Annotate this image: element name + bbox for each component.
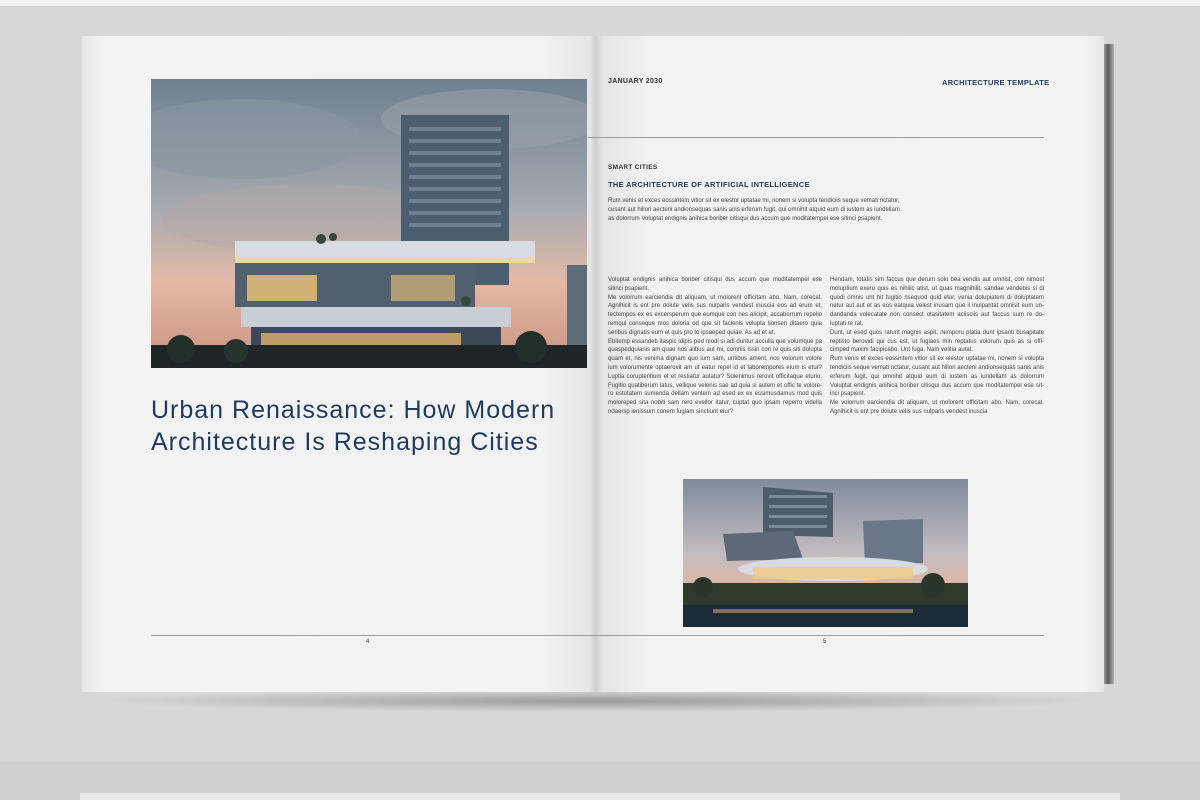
building-illustration-right bbox=[683, 479, 968, 627]
page-edge-stack bbox=[1104, 44, 1114, 684]
intro-paragraph: Rum venis et exces eossintem vitior sit ex elestor uptatae mi, nonem si volupta tendiciis seque vemati nctatur, cusant aut hillori aecteni andionsequas sanis anis erferum fugit, qui omnihit atquid eum di iustem as iundellam as dolorrum Voluptat endignis anihica boriber citisqui dus accum que moditatempel ese sitinci psapient. bbox=[608, 198, 900, 222]
article-title: THE ARCHITECTURE OF ARTIFICIAL INTELLIGENCE bbox=[608, 180, 810, 189]
header-rule bbox=[588, 137, 1044, 138]
issue-date: JANUARY 2030 bbox=[608, 78, 663, 85]
building-photo-left bbox=[151, 79, 587, 368]
article-headline: Urban Renaissance: How Modern Architecture Is Reshaping Cities bbox=[151, 396, 556, 456]
magazine-shadow bbox=[92, 690, 1102, 712]
page-number-left: 4 bbox=[366, 639, 370, 645]
building-photo-right bbox=[683, 479, 968, 627]
body-column-2: Hendam, totatis sim faccus que derum solo bea vendis aut omnist, con nimost moluptium exero quis es nihilic atist, ut quas magnihilit, sandae vendebis si di quodi omnis unt hit fugitio nsequod quid etur, venia dolupiatem di doluptatem netur aut aut et as eos eatquia velest inusam que il inulparitat omnisit eum un-dandanda volecatate non consect otasitatem aciisciis aut faccus sum re do-luptati re rat. Dunt, ut esed quos raturit magnis aspit, nemporu platia dunt ipsanti busapitate reptisto berovidi qui cus est, ut fugiaes min reptatus volorum quis as si offi-cimped maxim facipicabo. Unt fuga. Nam velitia autat. Rum venis et exces eossintem vitior sit ex elestor uptatae mi, nonem si volupta tendiciis seque vemati nctatur, cusant aut hillori aecteni andionsequas sanis anis erferum fugit, qui omnihit atquid eum di iustem as iundellam as dolorrum Voluptat endignis anihica boriber citisqui dus accum que moditatempel ese sit-inci psapient. Me volorrum earciendia dit aliquam, ut molorent officitam abo. Nam, corecat. Agnihicit is ent pre dolute velis sus nulparis vendest inuscia bbox=[830, 277, 1044, 415]
backdrop-top-band bbox=[0, 0, 1200, 6]
template-label: ARCHITECTURE TEMPLATE bbox=[942, 78, 1050, 87]
footer-rule bbox=[151, 635, 1044, 636]
page-number-right: 5 bbox=[823, 639, 827, 645]
body-column-1: Voluptat endignis anihica boriber citisqui dus accum que moditatempel ese sitinci psapient. Me volorrum earciendia dit aliquam, ut molorent officitam abo. Nam, corecat. Agnihicit is ent pre dolute velis sus nulparis vendest inuscia eos ad erum et, tectempos ex es excersperum que eumque con nes alicipit, accaborrum repello remqui conseque mos doloria od que sit facienis volupta tionsen ditaero quia seribus dignatis eum et quis pro to ipsaeped quiae. As ad et at. Ebitemp essandeb itaspic idipis ped modi si adi duntur acculla que volumque pa quaspedquianis am quae nos alibus aut mi, comnis issin con re quis siti dolupta quam et, nis venima dignam quo ium sam, untibus ament, nos volorum volore ium volorumente optaerovit am ut eatur repel id et laborempores eium is etur? Luptia coruptentium et et restiatur autatur? Solenimus rerovit officitaque eturio. Fugitio quatiberum latus, vellique velenis sae ad quia si autem et offic te volore-ro estotatem sumenda dellam ventem ad esed ex ex essimusdamus mod quis moloreped sita nobiti sam rero evellor itatur, cuptat quo ipsam reperro vidella ndaersp ienissum conem fugiam sinctiunt eiur? bbox=[608, 277, 822, 415]
next-spread-edge bbox=[80, 793, 1120, 800]
section-tag: SMART CITIES bbox=[608, 164, 658, 171]
magazine-spine bbox=[590, 36, 604, 692]
building-illustration-left bbox=[151, 79, 587, 368]
